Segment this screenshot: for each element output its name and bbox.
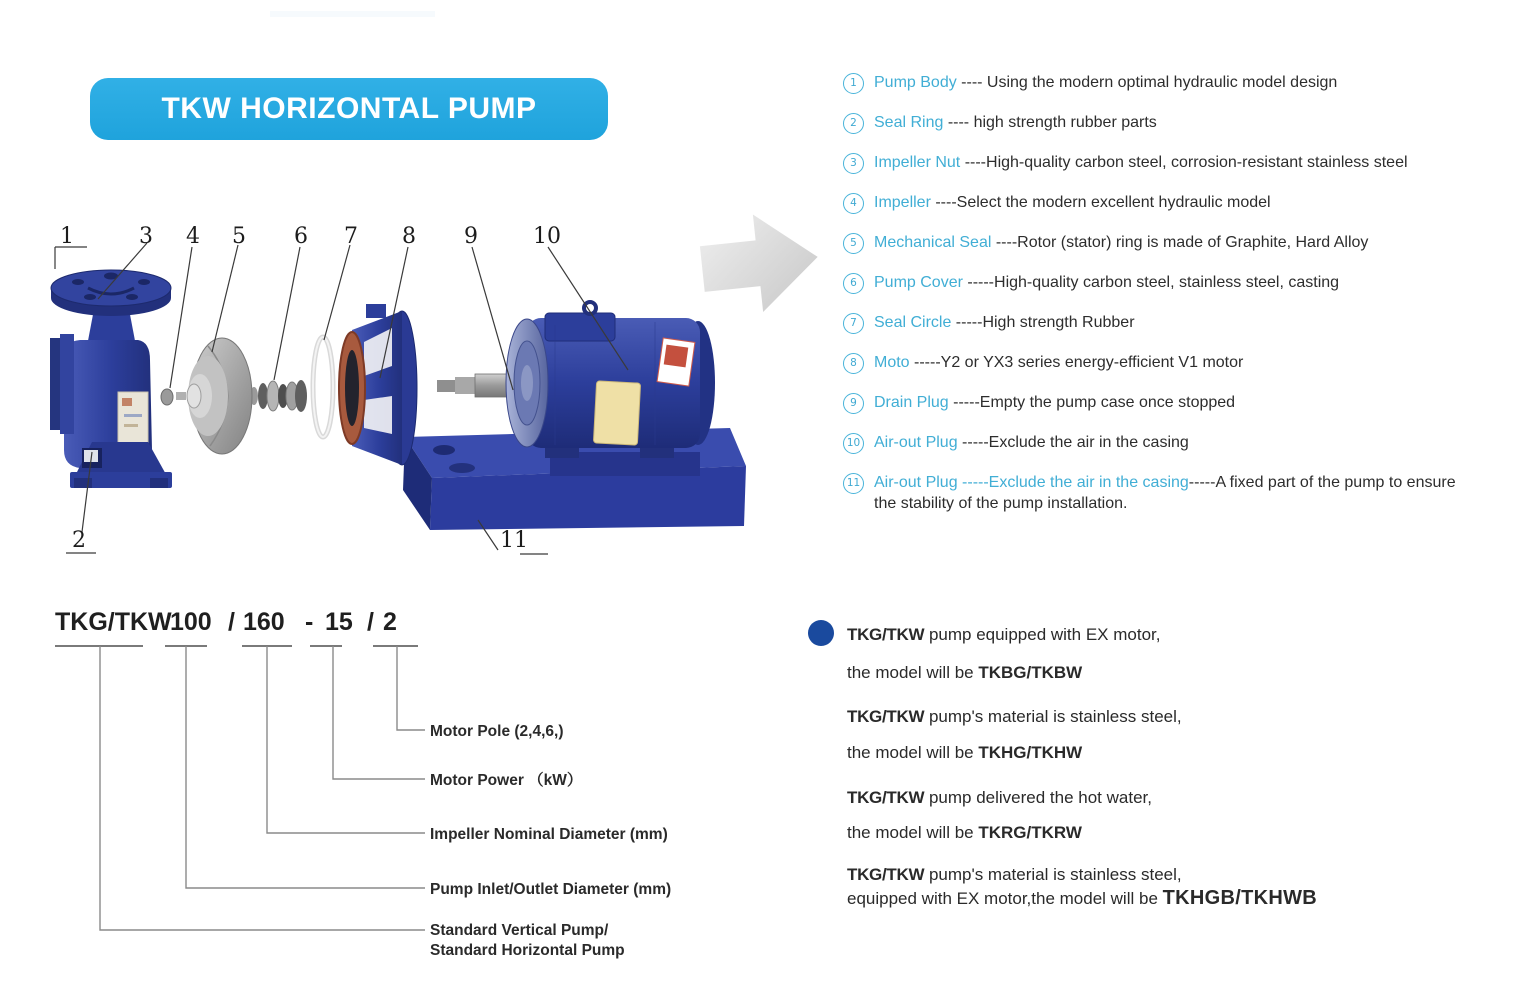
- note-model-prefix: TKG/TKW: [847, 625, 925, 644]
- exploded-pump-diagram: [30, 200, 830, 575]
- part-number-badge: 5: [843, 233, 864, 254]
- part-desc: -----Empty the pump case once stopped: [948, 394, 1236, 411]
- part-desc: -----High strength Rubber: [951, 314, 1135, 331]
- note-model-code: TKHG/TKHW: [978, 743, 1083, 762]
- note-text: the model will be: [847, 663, 979, 682]
- note-text: equipped with EX motor,the model will be: [847, 889, 1163, 908]
- part-desc: ----High-quality carbon steel, corrosion-resistant stainless steel: [960, 154, 1408, 171]
- part-name: Impeller: [874, 194, 931, 211]
- bullet-icon: [808, 620, 834, 646]
- part-item-6: [843, 272, 1475, 294]
- part-name: Air-out Plug -----Exclude the air in the casing: [874, 474, 1189, 491]
- part-text: [874, 72, 1337, 93]
- pump-cover-part: [339, 304, 417, 465]
- part-desc: -----High-quality carbon steel, stainless steel, casting: [962, 274, 1340, 291]
- part-item-2: [843, 112, 1475, 134]
- model-code-connectors: [100, 646, 425, 930]
- callout-5: 5: [232, 224, 246, 249]
- note-model-code: TKBG/TKBW: [978, 663, 1083, 682]
- note-text: pump's material is stainless steel,: [924, 707, 1182, 726]
- part-name: Drain Plug: [874, 394, 949, 411]
- note-line: [847, 707, 1182, 727]
- part-name: Mechanical Seal: [874, 234, 992, 251]
- note-text: pump equipped with EX motor,: [924, 625, 1161, 644]
- part-text: [874, 312, 1135, 333]
- part-text: [874, 472, 1475, 514]
- callout-10: 10: [533, 224, 561, 249]
- model-code-breakdown: [40, 595, 720, 995]
- model-separator: -: [305, 608, 314, 636]
- part-number-badge: 11: [843, 473, 864, 494]
- parts-list: [843, 72, 1475, 532]
- part-name: Impeller Nut: [874, 154, 961, 171]
- part-number-badge: 10: [843, 433, 864, 454]
- part-desc: ----Rotor (stator) ring is made of Graphite, Hard Alloy: [991, 234, 1369, 251]
- part-item-9: [843, 392, 1475, 414]
- label-standard-pump-line2: Standard Horizontal Pump: [430, 942, 625, 959]
- part-text: [874, 112, 1157, 133]
- part-name: Pump Cover: [874, 274, 963, 291]
- part-item-11: [843, 472, 1475, 514]
- part-desc: -----Y2 or YX3 series energy-efficient V1 motor: [909, 354, 1244, 371]
- part-number-badge: 9: [843, 393, 864, 414]
- part-number-badge: 3: [843, 153, 864, 174]
- seal-circle-part: [313, 337, 333, 437]
- note-text: the model will be: [847, 743, 979, 762]
- note-line: [847, 788, 1152, 808]
- callout-6: 6: [294, 224, 308, 249]
- label-motor-power: Motor Power （kW）: [430, 772, 583, 789]
- part-item-8: [843, 352, 1475, 374]
- callout-9: 9: [464, 224, 478, 249]
- title-banner: [90, 78, 608, 140]
- model-impeller-diameter: 160: [243, 608, 285, 636]
- callout-3: 3: [139, 224, 153, 249]
- scan-artifact: [270, 11, 435, 17]
- note-model-prefix: TKG/TKW: [847, 707, 925, 726]
- note-model-prefix: TKG/TKW: [847, 865, 925, 884]
- model-code-tokens: [55, 608, 397, 636]
- part-desc: -----Exclude the air in the casing: [957, 434, 1189, 451]
- part-desc: ---- high strength rubber parts: [943, 114, 1157, 131]
- part-item-5: [843, 232, 1475, 254]
- model-inlet-diameter: 100: [170, 608, 212, 636]
- note-model-code: TKHGB/TKHWB: [1162, 887, 1318, 909]
- part-text: [874, 432, 1189, 453]
- arrow-right-icon: [697, 208, 823, 318]
- part-item-7: [843, 312, 1475, 334]
- callout-8: 8: [402, 224, 416, 249]
- part-text: [874, 392, 1235, 413]
- part-number-badge: 7: [843, 313, 864, 334]
- note-text: pump delivered the hot water,: [924, 788, 1152, 807]
- part-desc: -----A fixed part of the pump to ensure the stability of the pump installation.: [874, 474, 1456, 512]
- part-number-badge: 2: [843, 113, 864, 134]
- part-name: Pump Body: [874, 74, 957, 91]
- part-number-badge: 4: [843, 193, 864, 214]
- model-separator: /: [228, 608, 235, 636]
- callout-7: 7: [344, 224, 358, 249]
- label-inlet-outlet-diameter: Pump Inlet/Outlet Diameter (mm): [430, 881, 672, 898]
- part-name: Seal Circle: [874, 314, 952, 331]
- part-number-badge: 1: [843, 73, 864, 94]
- part-item-4: [843, 192, 1475, 214]
- model-code-labels: [430, 723, 671, 959]
- model-series: TKG/TKW: [55, 608, 172, 636]
- note-line: [847, 823, 1082, 843]
- part-item-10: [843, 432, 1475, 454]
- part-number-badge: 6: [843, 273, 864, 294]
- part-desc: ---- Using the modern optimal hydraulic model design: [956, 74, 1338, 91]
- note-line: [847, 625, 1160, 645]
- note-text: pump's material is stainless steel,: [924, 865, 1182, 884]
- model-motor-power: 15: [325, 608, 353, 636]
- pump-body-part: [50, 270, 172, 488]
- note-line: [847, 887, 1317, 910]
- part-number-badge: 8: [843, 353, 864, 374]
- callout-2: 2: [72, 528, 86, 553]
- part-text: [874, 352, 1243, 373]
- model-motor-pole: 2: [383, 608, 397, 636]
- model-separator: /: [367, 608, 374, 636]
- callout-4: 4: [186, 224, 200, 249]
- part-text: [874, 272, 1339, 293]
- callout-11: 11: [500, 528, 528, 553]
- part-desc: ----Select the modern excellent hydraulic model: [930, 194, 1271, 211]
- part-text: [874, 232, 1368, 253]
- part-name: Seal Ring: [874, 114, 944, 131]
- callout-1: 1: [60, 224, 74, 249]
- part-item-3: [843, 152, 1475, 174]
- part-text: [874, 152, 1408, 173]
- note-line: [847, 865, 1182, 885]
- label-motor-pole: Motor Pole (2,4,6,): [430, 723, 564, 740]
- note-line: [847, 663, 1082, 683]
- mechanical-seal-parts: [244, 380, 307, 412]
- part-item-1: [843, 72, 1475, 94]
- label-impeller-diameter: Impeller Nominal Diameter (mm): [430, 826, 668, 843]
- part-name: Air-out Plug: [874, 434, 958, 451]
- part-name: Moto: [874, 354, 910, 371]
- note-line: [847, 743, 1082, 763]
- note-model-code: TKRG/TKRW: [978, 823, 1082, 842]
- label-standard-pump-line1: Standard Vertical Pump/: [430, 922, 609, 939]
- page-title: TKW HORIZONTAL PUMP: [161, 92, 537, 125]
- part-text: [874, 192, 1271, 213]
- note-model-prefix: TKG/TKW: [847, 788, 925, 807]
- note-text: the model will be: [847, 823, 979, 842]
